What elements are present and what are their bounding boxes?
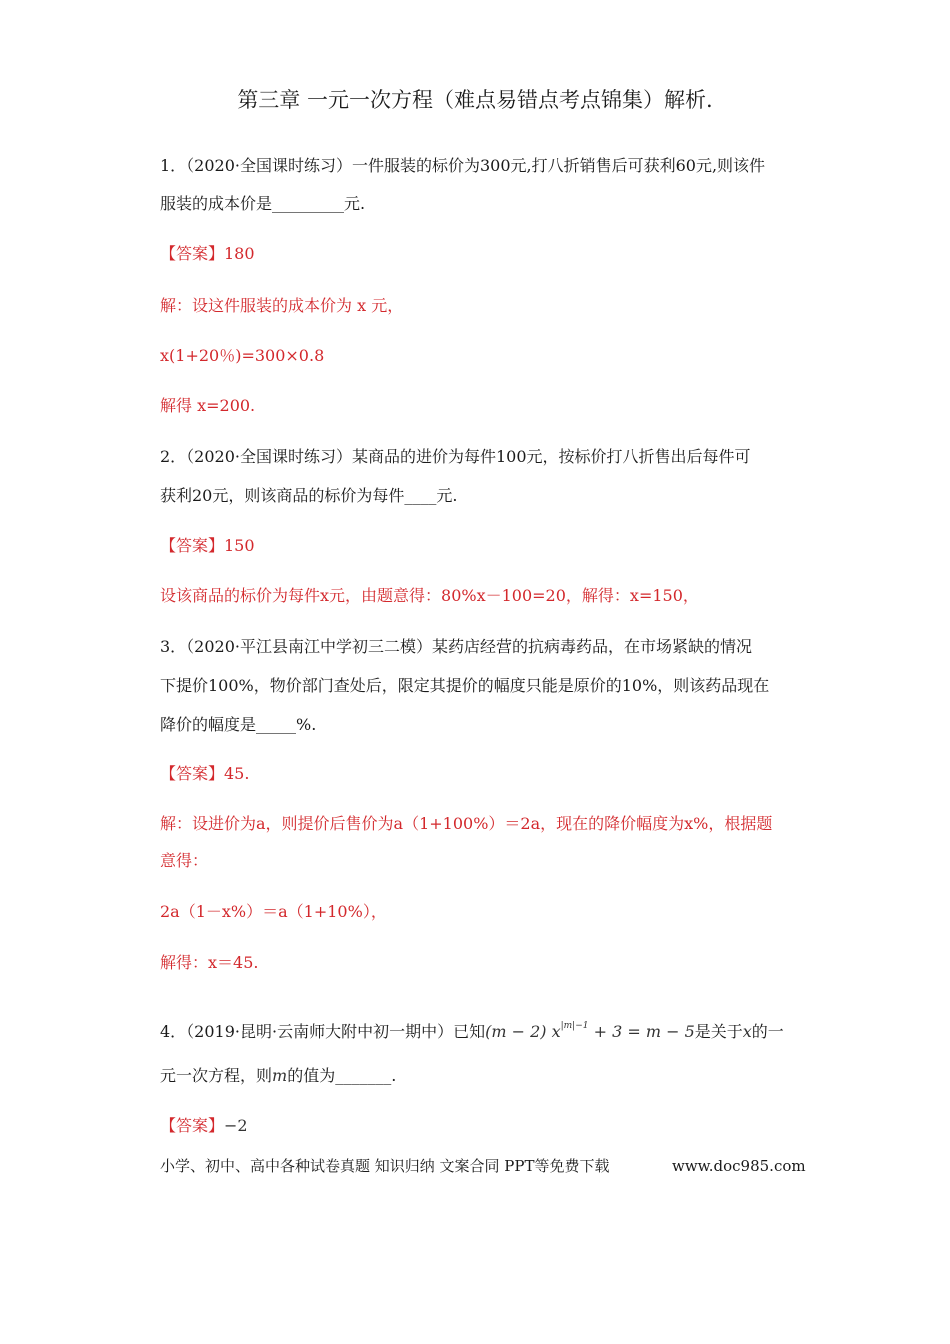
equation-exponent: |m|−1	[560, 1021, 589, 1031]
footer-text: 小学、初中、高中各种试卷真题 知识归纳 文案合同 PPT等免费下载	[160, 1157, 610, 1175]
question-1-line-1: 1．（2020·全国课时练习）一件服装的标价为300元,打八折销售后可获利60元,则该件	[160, 156, 766, 175]
question-1-solution-1: 解：设这件服装的成本价为 x 元，	[160, 296, 404, 315]
question-4-line-1	[160, 1016, 784, 1042]
equation	[485, 1022, 695, 1041]
page-footer	[160, 1156, 806, 1176]
question-2-line-2: 获利20元，则该商品的标价为每件____元.	[160, 486, 458, 505]
question-3-line-2: 下提价100%，物价部门查处后，限定其提价的幅度只能是原价的10%，则该药品现在	[160, 676, 770, 695]
question-1-solution-2: x(1+20％)=300×0.8	[160, 346, 325, 365]
question-1-answer: 【答案】180	[160, 244, 255, 263]
question-3-solution-3: 2a（1－x%）＝a（1+10%），	[160, 902, 387, 921]
footer-url: www.doc985.com	[672, 1157, 806, 1175]
question-3-solution-4: 解得：x＝45.	[160, 953, 259, 972]
question-4-suffix-1: 是关于	[694, 1022, 743, 1041]
variable-x: x	[742, 1022, 752, 1041]
variable-m: m	[272, 1066, 288, 1085]
question-3-solution-1: 解：设进价为a，则提价后售价为a（1+100%）＝2a，现在的降价幅度为x%，根据题	[160, 814, 773, 833]
question-2-answer: 【答案】150	[160, 536, 255, 555]
question-4-line-2	[160, 1066, 396, 1086]
equation-left: (m − 2) x	[485, 1022, 561, 1041]
answer-label: 【答案】	[160, 1116, 225, 1135]
question-3-answer: 【答案】45.	[160, 764, 250, 783]
question-4-line-2-start: 元一次方程，则	[160, 1066, 273, 1085]
question-4-prefix: 4．（2019·昆明·云南师大附中初一期中）已知	[160, 1022, 486, 1041]
question-3-line-3: 降价的幅度是_____%.	[160, 715, 317, 734]
question-3-solution-2: 意得：	[160, 851, 209, 870]
answer-value: −2	[224, 1116, 248, 1135]
question-4-suffix-2: 的一	[751, 1022, 784, 1041]
document-title: 第三章 一元一次方程（难点易错点考点锦集）解析.	[237, 88, 713, 112]
question-2-solution: 设该商品的标价为每件x元，由题意得：80%x－100=20，解得：x=150，	[160, 586, 699, 605]
question-1-line-2: 服装的成本价是_________元.	[160, 194, 366, 213]
question-2-line-1: 2．（2020·全国课时练习）某商品的进价为每件100元，按标价打八折售出后每件可	[160, 447, 751, 466]
question-4-answer	[160, 1116, 248, 1136]
question-3-line-1: 3．（2020·平江县南江中学初三二模）某药店经营的抗病毒药品，在市场紧缺的情况	[160, 637, 752, 656]
equation-right: + 3 = m − 5	[588, 1022, 695, 1041]
question-1-solution-3: 解得 x=200.	[160, 396, 256, 415]
question-4-line-2-end: 的值为_______.	[287, 1066, 397, 1085]
